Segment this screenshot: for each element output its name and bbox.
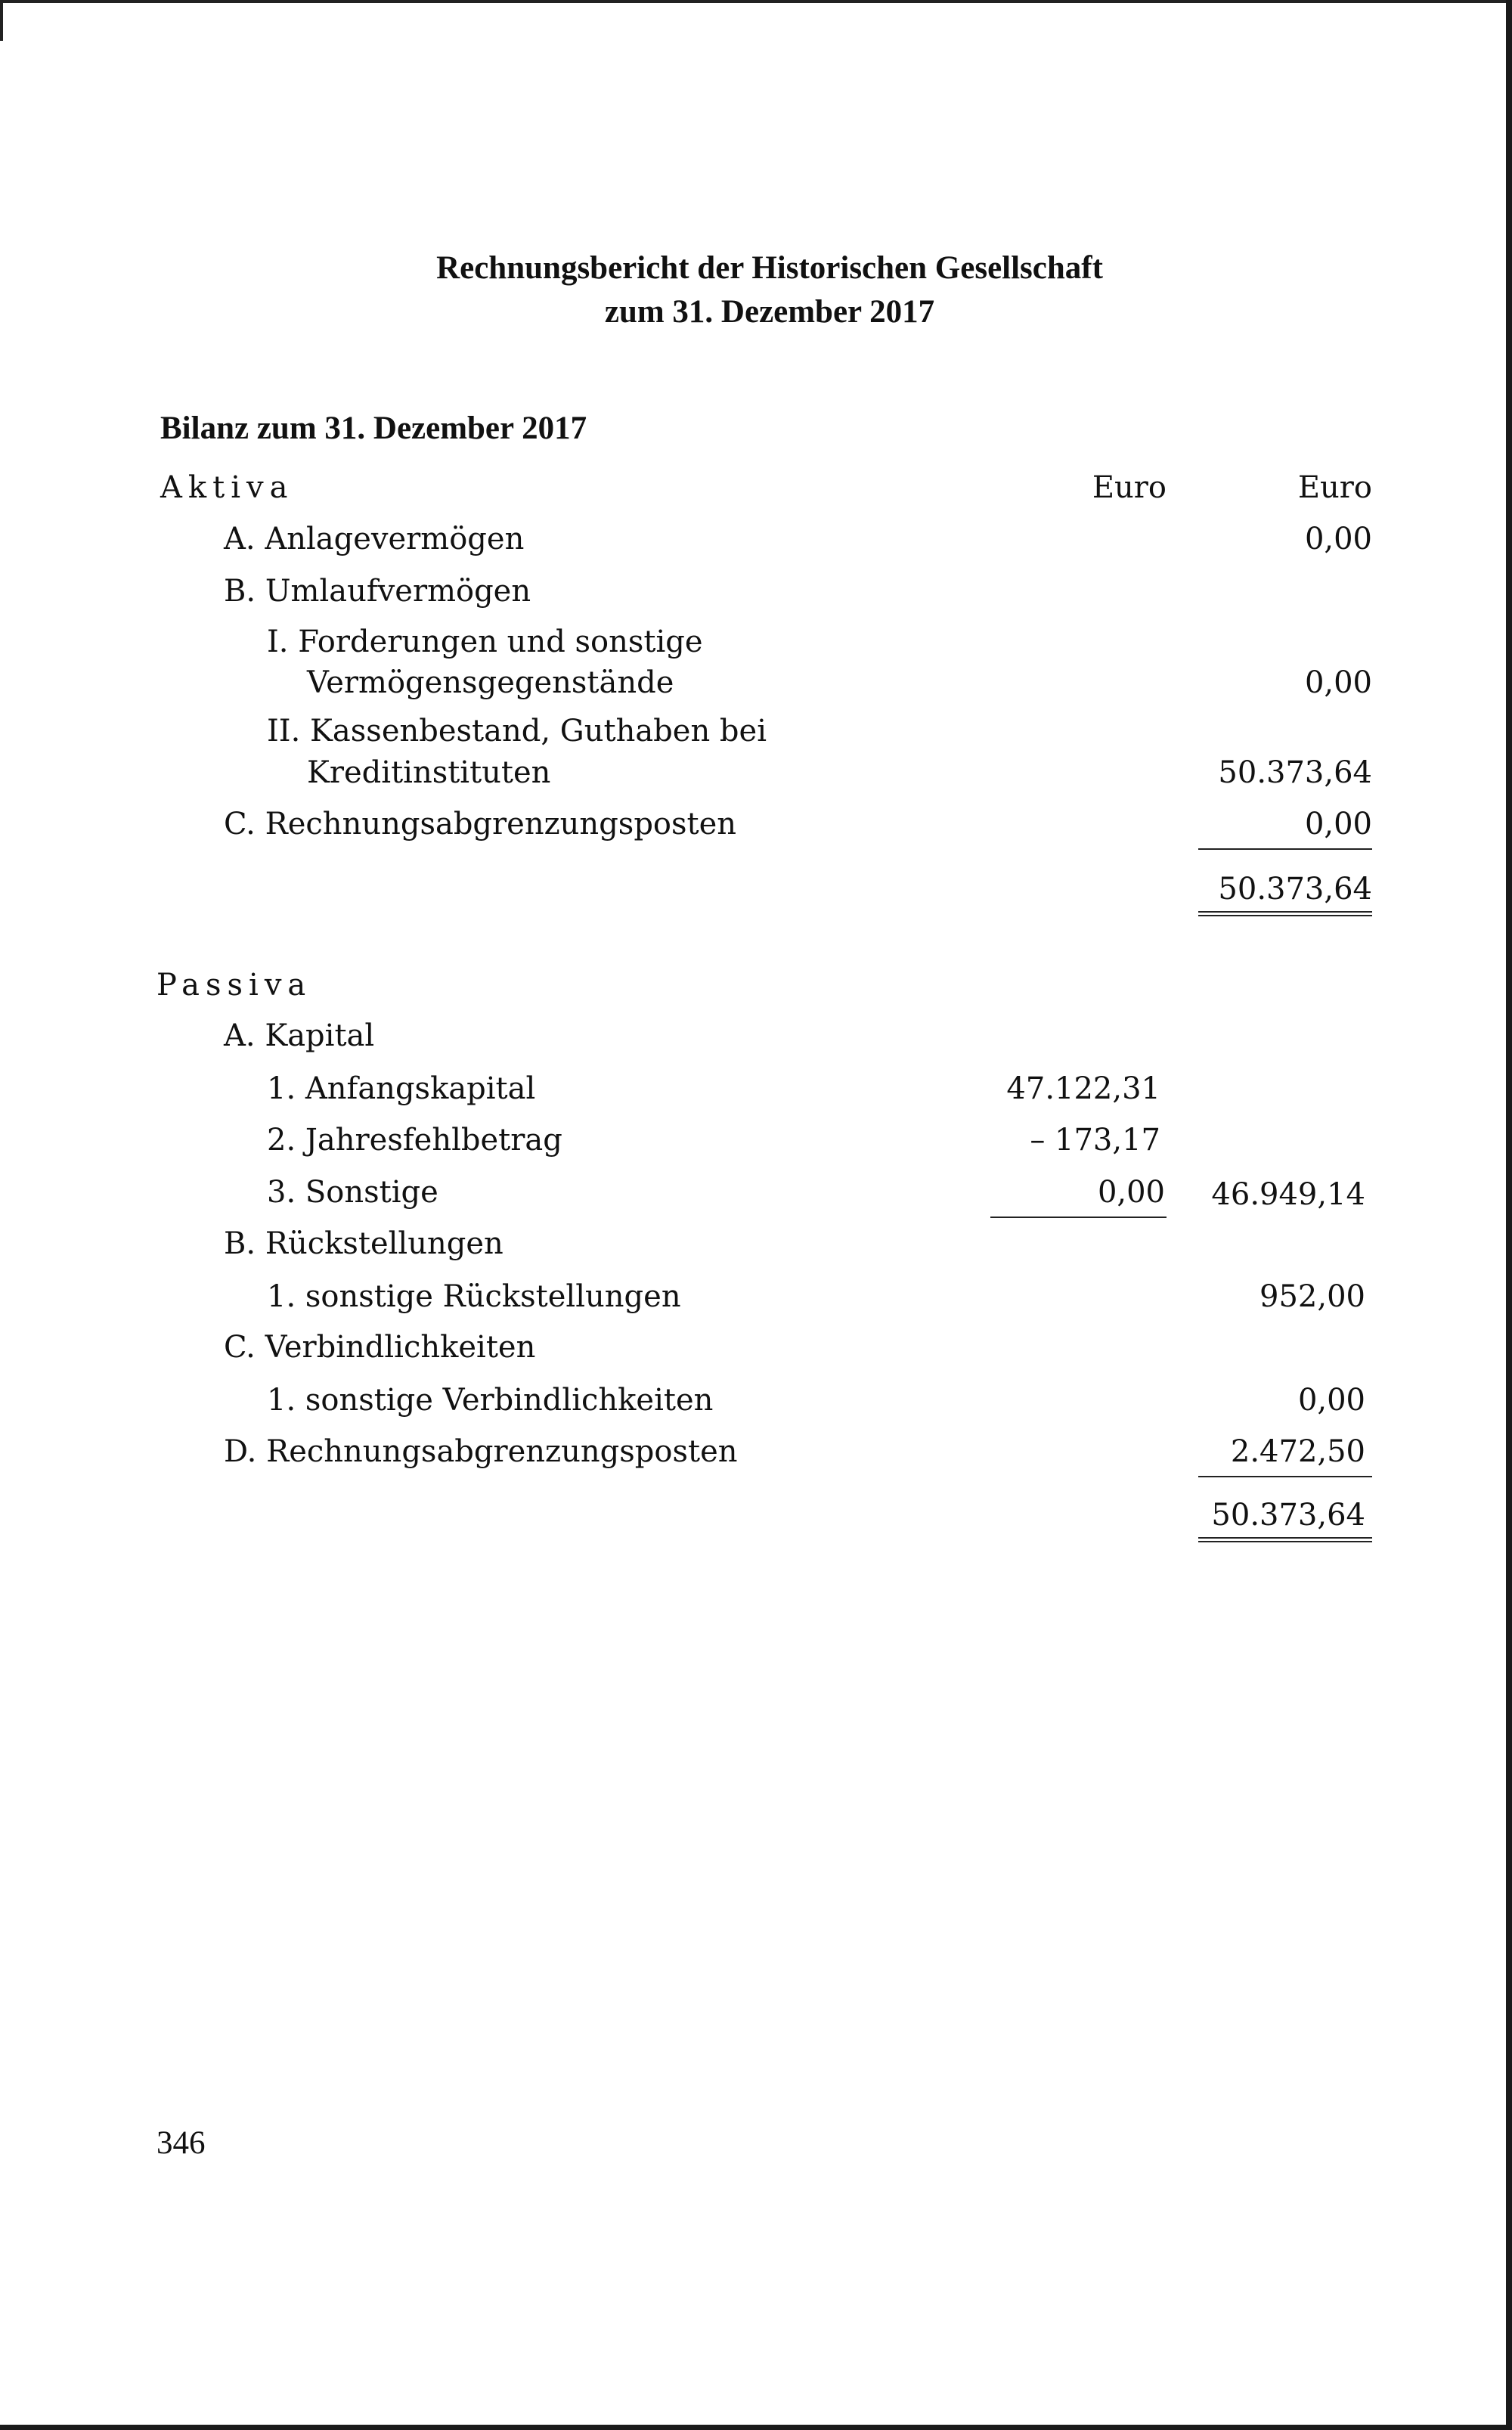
column-header-euro-1: Euro	[1092, 470, 1167, 505]
passiva-c-label: C. Verbindlichkeiten	[224, 1330, 536, 1365]
aktiva-b1-label-line2: Vermögensgegenstände	[307, 665, 674, 700]
aktiva-b-label: B. Umlaufvermögen	[224, 574, 531, 609]
aktiva-sum-rule	[1198, 848, 1372, 850]
passiva-a1-value: 47.122,31	[1006, 1071, 1160, 1106]
aktiva-total: 50.373,64	[1218, 872, 1372, 907]
page-number: 346	[156, 2125, 206, 2161]
aktiva-a-label: A. Anlagevermögen	[224, 522, 525, 556]
scan-border-bottom	[0, 2425, 1512, 2430]
passiva-b1-label: 1. sonstige Rückstellungen	[267, 1279, 681, 1314]
aktiva-c-value: 0,00	[1304, 807, 1372, 842]
passiva-a2-label: 2. Jahresfehlbetrag	[267, 1123, 562, 1158]
passiva-b-label: B. Rückstellungen	[224, 1226, 503, 1261]
passiva-c1-label: 1. sonstige Verbindlichkeiten	[267, 1383, 714, 1418]
aktiva-b2-label-line2: Kreditinstituten	[307, 755, 551, 790]
passiva-label: Passiva	[156, 968, 312, 1003]
aktiva-total-double-rule	[1198, 911, 1372, 916]
passiva-sum-rule	[1198, 1476, 1372, 1477]
report-title-line1: Rechnungsbericht der Historischen Gesellschaft	[436, 250, 1103, 286]
passiva-total-double-rule	[1198, 1537, 1372, 1542]
aktiva-b2-label-line1: II. Kassenbestand, Guthaben bei	[267, 714, 767, 749]
passiva-a1-label: 1. Anfangskapital	[267, 1071, 536, 1106]
passiva-b1-value: 952,00	[1259, 1279, 1365, 1314]
aktiva-b1-label-line1: I. Forderungen und sonstige	[267, 625, 703, 659]
passiva-d-value: 2.472,50	[1230, 1434, 1365, 1469]
column-header-euro-2: Euro	[1297, 470, 1372, 505]
scan-border-top	[0, 0, 1512, 3]
balance-sheet-heading: Bilanz zum 31. Dezember 2017	[160, 411, 587, 446]
report-title-line2: zum 31. Dezember 2017	[604, 294, 935, 330]
scan-border-right	[1506, 0, 1512, 2430]
passiva-a2-value: – 173,17	[1030, 1123, 1160, 1158]
aktiva-b2-value: 50.373,64	[1218, 755, 1372, 790]
aktiva-label: Aktiva	[160, 470, 294, 505]
passiva-a-subtotal: 46.949,14	[1211, 1177, 1365, 1212]
passiva-a-sum-rule	[990, 1217, 1167, 1218]
passiva-d-label: D. Rechnungsabgrenzungsposten	[224, 1434, 738, 1469]
passiva-c1-value: 0,00	[1297, 1383, 1365, 1418]
passiva-a3-value: 0,00	[1097, 1175, 1165, 1210]
passiva-total: 50.373,64	[1211, 1498, 1365, 1533]
passiva-a3-label: 3. Sonstige	[267, 1175, 438, 1210]
aktiva-a-value: 0,00	[1304, 522, 1372, 556]
aktiva-c-label: C. Rechnungsabgrenzungsposten	[224, 807, 737, 842]
scan-border-left	[0, 0, 3, 41]
passiva-a-label: A. Kapital	[224, 1018, 375, 1053]
aktiva-b1-value: 0,00	[1304, 665, 1372, 700]
